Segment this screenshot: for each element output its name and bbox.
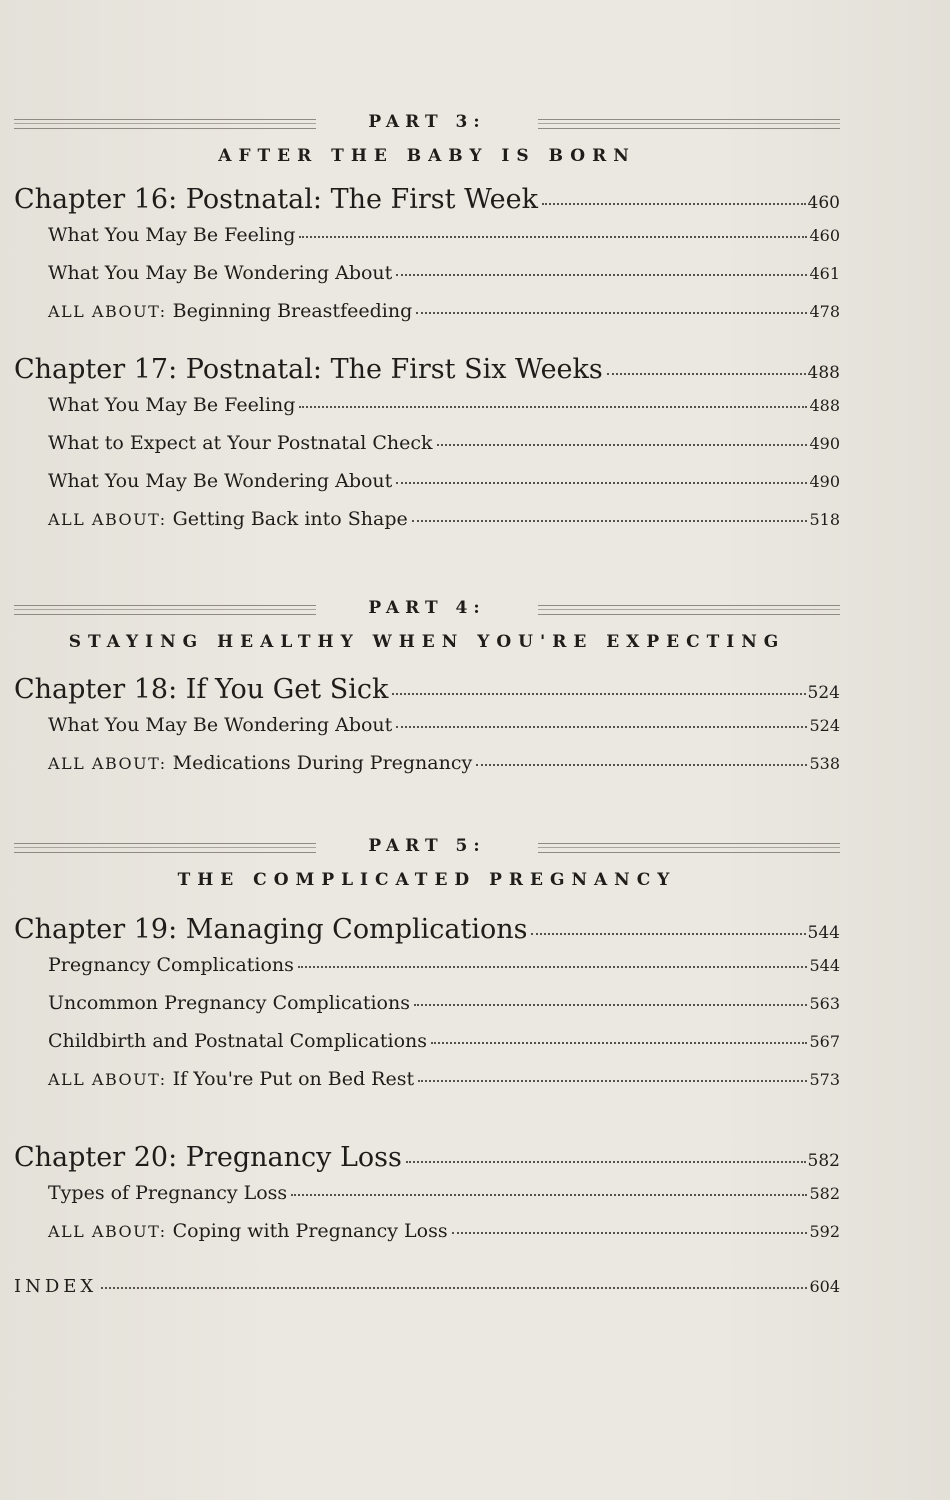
- all-about-prefix: ALL ABOUT:: [48, 302, 167, 321]
- page-number: 573: [809, 1070, 840, 1089]
- dot-leader: [416, 312, 807, 314]
- chapter-title: Chapter 19: Managing Complications: [14, 914, 528, 945]
- item-text: What You May Be Wondering About: [48, 470, 393, 492]
- part-header: [14, 836, 840, 870]
- item-text: What to Expect at Your Postnatal Check: [48, 432, 433, 454]
- page-number: 524: [807, 683, 840, 703]
- item-text: Pregnancy Complications: [48, 954, 294, 976]
- toc-item[interactable]: [14, 1182, 840, 1220]
- part-4: [14, 598, 840, 790]
- dot-leader: [392, 693, 805, 695]
- dot-leader: [418, 1080, 807, 1082]
- toc-chapter-18[interactable]: [14, 674, 840, 714]
- ornamental-rule: [538, 119, 840, 129]
- page-number: 592: [809, 1222, 840, 1241]
- chapter-title: Chapter 20: Pregnancy Loss: [14, 1142, 402, 1173]
- item-text: Types of Pregnancy Loss: [48, 1182, 288, 1204]
- all-about-prefix: ALL ABOUT:: [48, 510, 167, 529]
- part-title: STAYING HEALTHY WHEN YOU'RE EXPECTING: [68, 632, 786, 652]
- page-number: 524: [809, 716, 840, 735]
- toc-item[interactable]: [14, 954, 840, 992]
- dot-leader: [437, 444, 808, 446]
- page-number: 544: [807, 923, 840, 943]
- page-number: 563: [809, 994, 840, 1013]
- page-number: 582: [809, 1184, 840, 1203]
- page-number: 461: [809, 264, 840, 283]
- all-about-prefix: ALL ABOUT:: [48, 1070, 167, 1089]
- all-about-prefix: ALL ABOUT:: [48, 754, 167, 773]
- item-text: What You May Be Feeling: [48, 224, 296, 246]
- item-text: Coping with Pregnancy Loss: [166, 1220, 448, 1242]
- page-number: 490: [809, 472, 840, 491]
- page-number: 544: [809, 956, 840, 975]
- toc-chapter-20[interactable]: [14, 1142, 840, 1182]
- page-number: 567: [809, 1032, 840, 1051]
- dot-leader: [298, 966, 808, 968]
- toc-chapter-16[interactable]: [14, 184, 840, 224]
- page-number: 460: [809, 226, 840, 245]
- toc-item[interactable]: [14, 1030, 840, 1068]
- page-number: 488: [809, 396, 840, 415]
- toc-item[interactable]: [14, 300, 840, 338]
- page-number: 604: [809, 1277, 840, 1296]
- chapter-title: Chapter 17: Postnatal: The First Six Weeks: [14, 354, 603, 385]
- chapter-title: Chapter 16: Postnatal: The First Week: [14, 184, 538, 215]
- page-number: 490: [809, 434, 840, 453]
- part-label: PART 5:: [368, 836, 486, 856]
- all-about-prefix: ALL ABOUT:: [48, 1222, 167, 1241]
- item-text: Medications During Pregnancy: [166, 752, 473, 774]
- dot-leader: [299, 406, 807, 408]
- page-number: 518: [809, 510, 840, 529]
- toc-item[interactable]: [14, 992, 840, 1030]
- toc-item[interactable]: [14, 508, 840, 546]
- dot-leader: [396, 274, 807, 276]
- dot-leader: [452, 1232, 808, 1234]
- dot-leader: [396, 482, 807, 484]
- page-number: 460: [807, 193, 840, 213]
- toc-item[interactable]: [14, 1068, 840, 1106]
- toc-item[interactable]: [14, 432, 840, 470]
- dot-leader: [542, 203, 806, 205]
- toc-item[interactable]: [14, 470, 840, 508]
- part-header: [14, 112, 840, 146]
- dot-leader: [101, 1287, 807, 1289]
- item-text: What You May Be Wondering About: [48, 714, 393, 736]
- ornamental-rule: [538, 605, 840, 615]
- dot-leader: [607, 373, 806, 375]
- part-title: AFTER THE BABY IS BORN: [218, 146, 636, 166]
- toc-chapter-19[interactable]: [14, 914, 840, 954]
- part-3: [14, 112, 840, 546]
- toc-item[interactable]: [14, 1220, 840, 1258]
- dot-leader: [396, 726, 807, 728]
- dot-leader: [299, 236, 807, 238]
- part-label: PART 3:: [368, 112, 486, 132]
- part-title: THE COMPLICATED PREGNANCY: [177, 870, 677, 890]
- part-label: PART 4:: [368, 598, 486, 618]
- item-text: What You May Be Wondering About: [48, 262, 393, 284]
- dot-leader: [406, 1161, 806, 1163]
- item-text: What You May Be Feeling: [48, 394, 296, 416]
- toc-index[interactable]: [14, 1276, 840, 1297]
- toc-item[interactable]: [14, 714, 840, 752]
- page-number: 488: [807, 363, 840, 383]
- page-number: 538: [809, 754, 840, 773]
- part-header: [14, 598, 840, 632]
- item-text: Childbirth and Postnatal Complications: [48, 1030, 427, 1052]
- item-text: Uncommon Pregnancy Complications: [48, 992, 410, 1014]
- toc-item[interactable]: [14, 394, 840, 432]
- item-text: Getting Back into Shape: [166, 508, 408, 530]
- dot-leader: [412, 520, 808, 522]
- toc-item[interactable]: [14, 752, 840, 790]
- page-number: 582: [807, 1151, 840, 1171]
- dot-leader: [291, 1194, 807, 1196]
- toc-item[interactable]: [14, 262, 840, 300]
- dot-leader: [531, 933, 805, 935]
- dot-leader: [431, 1042, 807, 1044]
- item-text: Beginning Breastfeeding: [166, 300, 413, 322]
- ornamental-rule: [538, 843, 840, 853]
- page-number: 478: [809, 302, 840, 321]
- item-text: If You're Put on Bed Rest: [166, 1068, 415, 1090]
- toc-chapter-17[interactable]: [14, 354, 840, 394]
- dot-leader: [476, 764, 807, 766]
- toc-item[interactable]: [14, 224, 840, 262]
- dot-leader: [414, 1004, 807, 1006]
- chapter-title: Chapter 18: If You Get Sick: [14, 674, 389, 705]
- part-5: [14, 836, 840, 1297]
- index-label: INDEX: [14, 1276, 98, 1297]
